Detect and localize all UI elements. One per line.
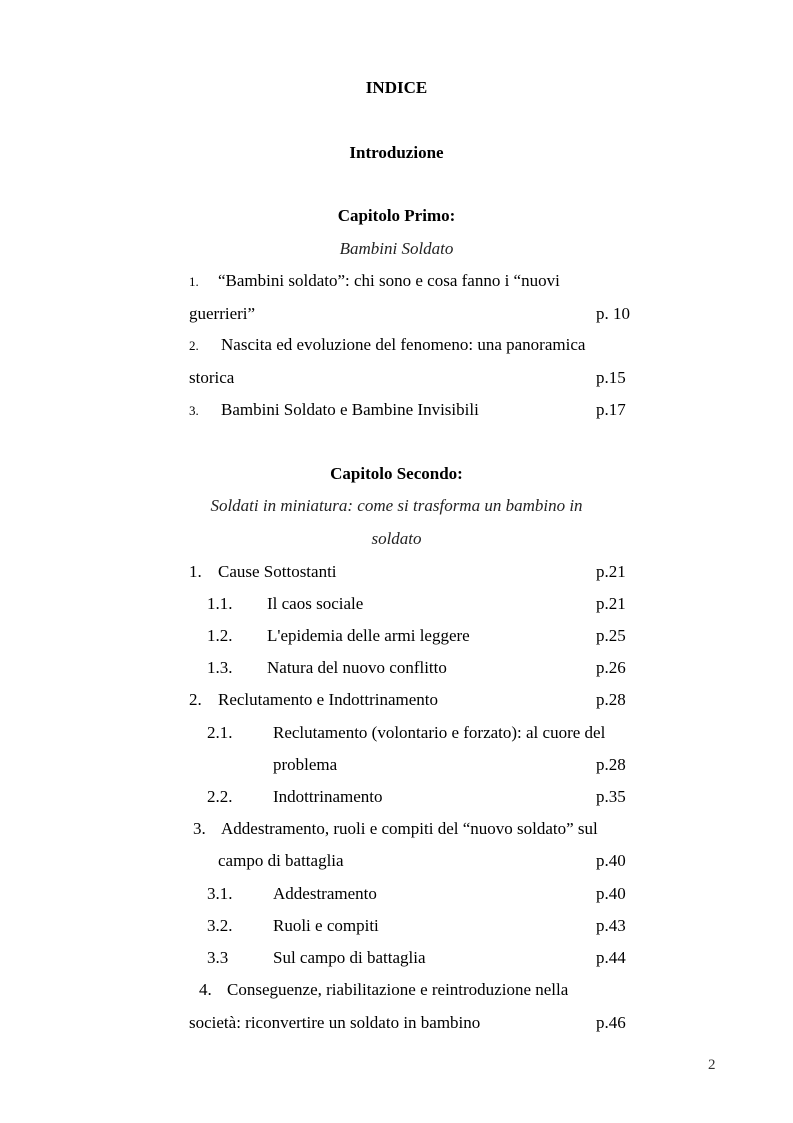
toc-entry: Reclutamento (volontario e forzato): al cuore del bbox=[273, 723, 606, 742]
toc-page: p.43 bbox=[596, 916, 626, 935]
chapter2-subtitle: Soldati in miniatura: come si trasforma un bambino in bbox=[210, 496, 583, 515]
toc-entry: Sul campo di battaglia bbox=[273, 948, 426, 967]
toc-entry: Natura del nuovo conflitto bbox=[267, 658, 447, 677]
toc-entry: Il caos sociale bbox=[267, 594, 364, 613]
toc-entry: Cause Sottostanti bbox=[218, 562, 337, 581]
toc-entry-cont: problema bbox=[273, 755, 338, 774]
toc-page: p.26 bbox=[596, 658, 626, 677]
toc-number: 3. bbox=[193, 819, 206, 838]
toc-page: p.40 bbox=[596, 851, 626, 870]
toc-entry: Bambini Soldato e Bambine Invisibili bbox=[221, 400, 479, 419]
toc-entry: Ruoli e compiti bbox=[273, 916, 379, 935]
toc-page: p.40 bbox=[596, 884, 626, 903]
toc-page: p.15 bbox=[596, 368, 626, 387]
toc-number: 3. bbox=[189, 403, 199, 418]
toc-page: p.25 bbox=[596, 626, 626, 645]
toc-page: p.44 bbox=[596, 948, 626, 967]
toc-number: 1. bbox=[189, 274, 199, 289]
toc-number: 2.1. bbox=[207, 723, 233, 742]
toc-entry: Nascita ed evoluzione del fenomeno: una panoramica bbox=[221, 335, 586, 354]
toc-entry-cont: società: riconvertire un soldato in bambino bbox=[189, 1013, 481, 1032]
toc-number: 1.2. bbox=[207, 626, 233, 645]
toc-number: 3.1. bbox=[207, 884, 233, 903]
toc-page: p.28 bbox=[596, 690, 626, 709]
toc-number: 1. bbox=[189, 562, 202, 581]
toc-entry: L'epidemia delle armi leggere bbox=[267, 626, 470, 645]
toc-page: p.21 bbox=[596, 562, 626, 581]
toc-page: p.46 bbox=[596, 1013, 626, 1032]
toc-entry-cont: guerrieri” bbox=[189, 304, 256, 323]
toc-number: 3.3 bbox=[207, 948, 229, 967]
toc-entry: Indottrinamento bbox=[273, 787, 383, 806]
page-title: INDICE bbox=[365, 78, 428, 97]
toc-entry: Addestramento bbox=[273, 884, 377, 903]
chapter1-subtitle: Bambini Soldato bbox=[339, 239, 454, 258]
toc-page: p.21 bbox=[596, 594, 626, 613]
toc-number: 2.2. bbox=[207, 787, 233, 806]
toc-number: 2. bbox=[189, 338, 199, 353]
toc-page: p.28 bbox=[596, 755, 626, 774]
toc-number: 2. bbox=[189, 690, 202, 709]
toc-entry: Reclutamento e Indottrinamento bbox=[218, 690, 438, 709]
toc-entry-cont: storica bbox=[189, 368, 235, 387]
intro-heading: Introduzione bbox=[349, 143, 444, 162]
toc-number: 4. bbox=[199, 980, 212, 999]
toc-entry-cont: campo di battaglia bbox=[218, 851, 344, 870]
toc-entry: “Bambini soldato”: chi sono e cosa fanno i “nuovi bbox=[218, 271, 560, 290]
toc-page: p.17 bbox=[596, 400, 626, 419]
toc-entry: Conseguenze, riabilitazione e reintroduzione nella bbox=[227, 980, 569, 999]
chapter2-heading: Capitolo Secondo: bbox=[330, 464, 463, 483]
toc-page: p. 10 bbox=[596, 304, 630, 323]
page-number: 2 bbox=[708, 1057, 716, 1073]
toc-number: 1.3. bbox=[207, 658, 233, 677]
toc-number: 3.2. bbox=[207, 916, 233, 935]
chapter2-subtitle-cont: soldato bbox=[371, 529, 422, 548]
chapter1-heading: Capitolo Primo: bbox=[337, 206, 456, 225]
toc-number: 1.1. bbox=[207, 594, 233, 613]
toc-page: p.35 bbox=[596, 787, 626, 806]
toc-entry: Addestramento, ruoli e compiti del “nuovo soldato” sul bbox=[221, 819, 598, 838]
